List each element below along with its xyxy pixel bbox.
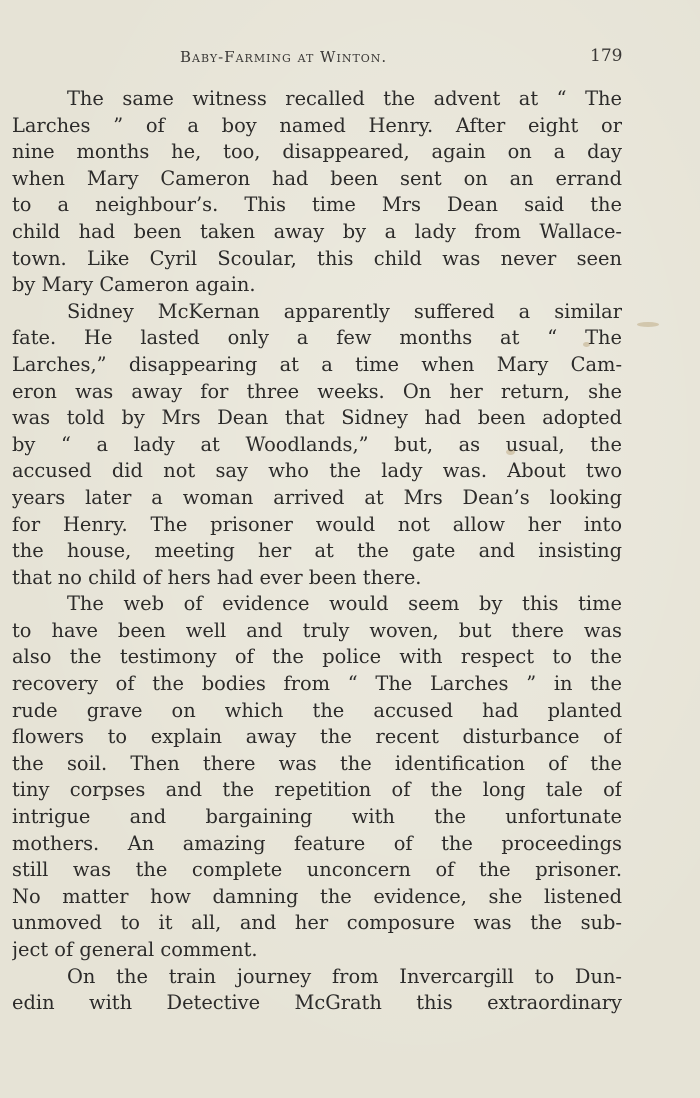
text-line: by “ a lady at Woodlands,” but, as usual, the <box>12 432 622 456</box>
text-line: accused did not say who the lady was. About two <box>12 459 622 483</box>
paragraph <box>12 299 622 592</box>
text-line: tiny corpses and the repetition of the long tale of <box>12 778 622 802</box>
text-line: to have been well and truly woven, but there was <box>12 618 622 642</box>
paper-stain <box>506 449 515 455</box>
text-line: recovery of the bodies from “ The Larches ” in the <box>12 672 622 696</box>
paper-stain <box>583 342 590 347</box>
text-line: years later a woman arrived at Mrs Dean’s looking <box>12 485 622 509</box>
text-line: Sidney McKernan apparently suffered a similar <box>67 299 622 323</box>
text-line: The same witness recalled the advent at “ The <box>67 87 622 110</box>
text-line: mothers. An amazing feature of the proceedings <box>12 831 622 855</box>
text-line: child had been taken away by a lady from Wallace- <box>12 219 622 243</box>
text-line: On the train journey from Invercargill to Dun- <box>67 964 622 988</box>
text-line: by Mary Cameron again. <box>12 273 256 297</box>
text-line: Larches ” of a boy named Henry. After eight or <box>12 113 622 137</box>
text-line: when Mary Cameron had been sent on an errand <box>12 166 622 190</box>
text-line: the house, meeting her at the gate and insisting <box>12 539 622 563</box>
text-line: No matter how damning the evidence, she listened <box>12 884 622 908</box>
text-line: Larches,” disappearing at a time when Mary Cam- <box>12 352 622 376</box>
paragraph <box>12 964 622 1017</box>
text-line: that no child of hers had ever been there. <box>12 565 422 589</box>
text-line: fate. He lasted only a few months at “ The <box>12 326 622 350</box>
paragraph <box>12 591 622 963</box>
body-text <box>12 86 622 1017</box>
text-line: rude grave on which the accused had planted <box>12 698 622 722</box>
text-line: The web of evidence would seem by this time <box>67 592 622 616</box>
page-number: 179 <box>590 46 623 66</box>
text-line: flowers to explain away the recent disturbance of <box>12 725 622 749</box>
text-line: to a neighbour’s. This time Mrs Dean said the <box>12 193 622 217</box>
text-line: also the testimony of the police with respect to the <box>12 645 622 669</box>
text-line: eron was away for three weeks. On her return, she <box>12 379 622 403</box>
text-line: for Henry. The prisoner would not allow her into <box>12 512 622 536</box>
text-line: edin with Detective McGrath this extraordinary <box>12 991 622 1015</box>
text-line: nine months he, too, disappeared, again on a day <box>12 140 622 164</box>
text-line: the soil. Then there was the identification of the <box>12 751 622 775</box>
text-line: intrigue and bargaining with the unfortunate <box>12 805 622 829</box>
paper-stain <box>637 322 659 327</box>
running-head <box>0 48 700 74</box>
text-line: unmoved to it all, and her composure was the sub- <box>12 911 622 935</box>
text-line: was told by Mrs Dean that Sidney had been adopted <box>12 406 622 430</box>
paragraph <box>12 86 622 299</box>
text-line: still was the complete unconcern of the prisoner. <box>12 858 622 882</box>
running-head-title: Baby-Farming at Winton. <box>180 48 388 66</box>
text-line: ject of general comment. <box>12 938 258 961</box>
text-line: town. Like Cyril Scoular, this child was never seen <box>12 246 622 270</box>
